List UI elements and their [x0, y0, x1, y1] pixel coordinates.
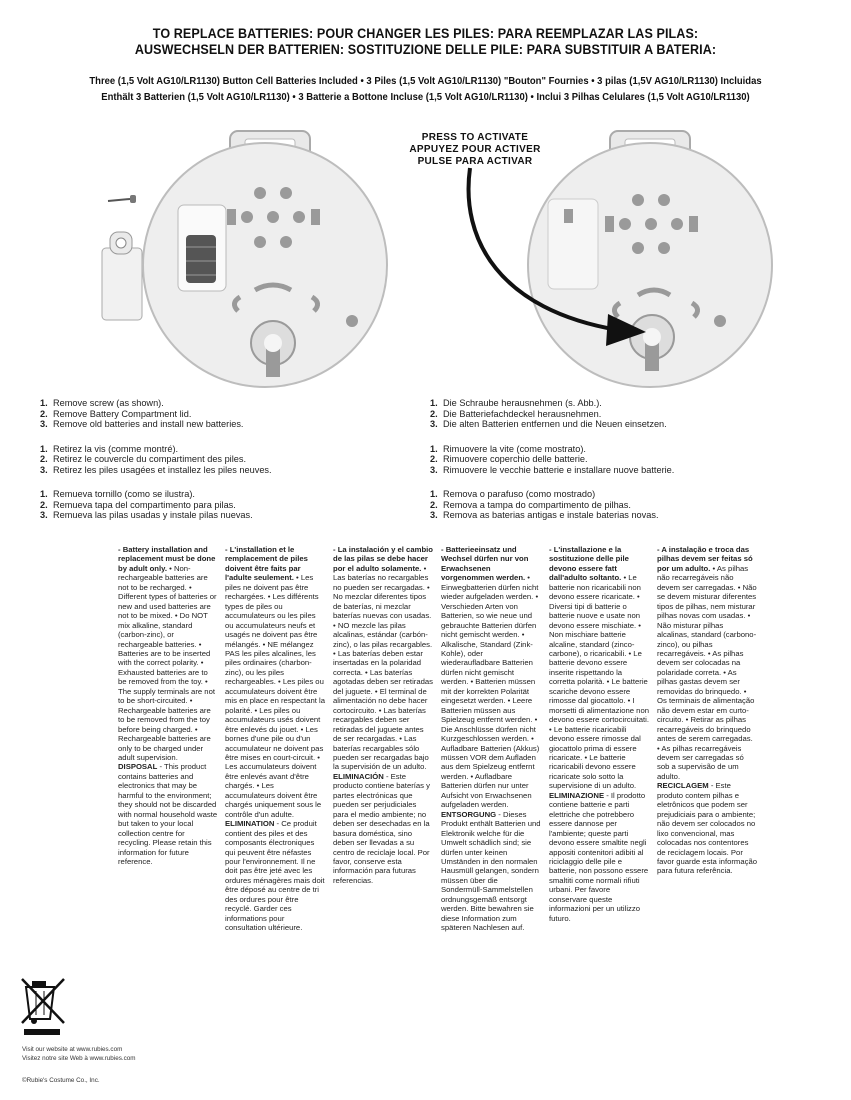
warning-body: • Las baterías no recargables no pueden ser recargadas. • No mezclar diferentes tipos de baterías, ni mezclar baterías nuevas con usadas. • NO mezcle las pilas alcalinas, estándar (carbón-zinc), o las pilas recargables. • Las baterías deben estar insertadas en la polaridad correcta. • Las baterías agotadas deben ser retiradas del juguete. • El terminal de alimentación no debe hacer cortocircuito. • Las baterías recargables deben ser retiradas del juguete antes de ser recargadas. • Las baterías recargables sólo pueden ser recargadas bajo la supervisión de un adulto. [333, 563, 434, 772]
step-item [430, 500, 830, 511]
step-item [40, 489, 420, 500]
warning-body: • Non-rechargeable batteries are not to be recharged. • Different types of batteries or new and used batteries are not to be mixed. • Do NOT mix alkaline, standard (carbon-zinc), or rechargeable batteries. • Batteries are to be inserted with the correct polarity. • Exhausted batteries are to be removed from the toy. • The supply terminals are not to be short-circuited. • Rechargeable batteries are to be removed from the toy before being charged. • Rechargeable batteries are only to be charged under adult supervision. [118, 563, 217, 762]
step-number: 1. [430, 398, 438, 408]
step-item [40, 500, 420, 511]
warning-column [333, 545, 433, 885]
step-item [430, 454, 830, 465]
warning-heading: - A instalação e troca das pilhas devem ser feitas só por um adulto. [657, 545, 753, 573]
step-text: Retirez le couvercle du compartiment des piles. [53, 454, 247, 464]
warning-column [549, 545, 649, 923]
press-label-fr: APPUYEZ POUR ACTIVER [409, 144, 541, 155]
step-number: 2. [40, 499, 48, 510]
step-text: Remove old batteries and install new batteries. [53, 419, 244, 429]
warning-body: • Le batterie non ricaricabili non devono essere ricaricate. • Diversi tipi di batterie o batterie nuove e usate non devono essere mischiate. • Non mischiare batterie alcaline, standard (zinco-carbone), o ricaricabili. • Le batterie devono essere inserite rispettando la corretta polarità. • Le batterie scariche devono essere rimosse dal giocattolo. • I morsetti di alimentazione non devono essere cortocircuitati. • Le batterie ricaricabili devono essere rimosse dal giocattolo prima di essere ricaricate. • Le batterie ricaricabili devono essere ricaricate solo sotto la supervisione di un adulto. [549, 573, 649, 791]
disposal-heading: DISPOSAL [118, 762, 158, 772]
step-number: 1. [40, 489, 48, 499]
step-item [40, 444, 420, 455]
title-line-1: TO REPLACE BATTERIES: POUR CHANGER LES PILES: PARA REEMPLAZAR LAS PILAS: [152, 26, 699, 41]
step-group [430, 398, 830, 430]
step-number: 1. [430, 443, 438, 454]
press-arrow-icon [440, 160, 670, 360]
steps-right [430, 398, 830, 535]
step-item [430, 419, 830, 430]
warning-heading: - L'installazione e la sostituzione delle pile devono essere fatt dall'adulto soltanto. [549, 545, 629, 583]
disposal-body: - Este produto contem pilhas e eletrônicos que podem ser prejudiciais para o ambiente; não devem ser colocados no lixo convencional, mas colocadas nos contentores de reciclagem locais. Por favor guarde esta informação para futura referência. [657, 781, 757, 876]
step-number: 2. [430, 499, 438, 510]
disposal-heading: ELIMINAZIONE [549, 790, 605, 800]
warning-body: • As pilhas não recarregáveis não devem ser carregadas. • Não se devem misturar diferentes tipos de pilhas, nem misturar pilhas novas com usadas. • Não misturar pilhas alcalinas, standard (carbono-zinco), ou pilhas recarregáveis. • As pilhas devem ser colocadas na polaridade correta. • As pilhas gastas devem ser removidas do brinquedo. • Os terminais de alimentação não devem estar em curto-circuito. • Retirar as pilhas recarregáveis do brinquedo antes de serem carregadas. • As pilhas recarregáveis devem ser carregadas só sob a supervisão de um adulto. [657, 563, 757, 781]
step-group [40, 489, 420, 521]
warning-column [225, 545, 325, 933]
step-number: 2. [40, 454, 48, 464]
step-item [40, 398, 420, 409]
disposal-heading: RECICLAGEM [657, 781, 709, 791]
step-item [430, 398, 830, 409]
step-number: 3. [40, 419, 48, 429]
disposal-body: - Dieses Produkt enthält Batterien und Elektronik welche für die Umwelt schädlich sind; sie dürfen unter keinen Umständen in den normalen Hausmüll gelangen, sondern müssen über die Sondermüll-Sammelstellen ordnungsgemäß entsorgt werden. Bitte bewahren sie diese Information zum späteren Nachlesen auf. [441, 809, 541, 933]
step-number: 1. [430, 489, 438, 499]
step-item [40, 465, 420, 476]
device-open-illustration [90, 125, 390, 390]
step-text: Remueva tornillo (como se ilustra). [53, 489, 195, 499]
warning-column [118, 545, 218, 866]
step-number: 3. [40, 510, 48, 520]
disposal-heading: ELIMINACIÓN [333, 771, 384, 781]
step-number: 1. [40, 398, 48, 408]
step-text: Remueva las pilas usadas y instale pilas nuevas. [53, 510, 253, 520]
warning-column [441, 545, 541, 933]
title-line-2: AUSWECHSELN DER BATTERIEN: SOSTITUZIONE DELLE PILE: PARA SUBSTITUIR A BATERIA: [134, 42, 717, 57]
battery-info-line-2: Enthält 3 Batterien (1,5 Volt AG10/LR1130) • 3 Batterie a Bottone Incluse (1,5 Volt AG10/LR1130) • Inclui 3 Pilhas Celulares (1,5 Volt AG10/LR1130) [101, 92, 750, 103]
step-text: Rimuovere coperchio delle batterie. [443, 454, 588, 464]
step-item [430, 510, 830, 521]
step-item [430, 409, 830, 420]
step-text: Remova a tampa do compartimento de pilhas. [443, 499, 631, 510]
step-item [430, 489, 830, 500]
disposal-body: - Ce produit contient des piles et des composants électroniques qui peuvent être néfastes pour l'environnement. Il ne doit pas être jeté avec les ordures ménagères mais doit être déposé au centre de tri des ordures pour être recyclé. Garder ces informations pour consultation ultérieure. [225, 819, 325, 933]
disposal-body: - Este producto contiene baterías y partes electrónicas que pueden ser perjudiciales para el medio ambiente; no deben ser desechadas en la basura doméstica, sino deben ser llevadas a su centro de reciclaje local. Por favor, conserve esta información para futuras referencias. [333, 771, 431, 885]
warning-heading: - L'installation et le remplacement de piles doivent être faits par l'adulte seulement. [225, 545, 308, 583]
step-item [40, 454, 420, 465]
disposal-heading: ENTSORGUNG [441, 809, 497, 819]
press-to-activate-label [360, 132, 590, 168]
press-label-es: PULSE PARA ACTIVAR [417, 156, 533, 167]
crossed-bin-icon [20, 975, 68, 1037]
disposal-body: - This product contains batteries and electronics that may be harmful to the environment; they should not be discarded with normal household waste but taken to your local collection centre for recycling. Please retain this information for future reference. [118, 762, 218, 866]
step-text: Remova o parafuso (como mostrado) [443, 489, 596, 499]
step-number: 3. [430, 510, 438, 520]
warning-heading: - Battery installation and replacement must be done by adult only. [118, 545, 216, 573]
step-number: 1. [40, 443, 48, 454]
step-text: Remove screw (as shown). [53, 398, 164, 408]
step-text: Remova as baterias antigas e instale baterias novas. [443, 510, 659, 520]
step-text: Die Batteriefachdeckel herausnehmen. [443, 408, 602, 419]
step-group [40, 444, 420, 476]
step-group [40, 398, 420, 430]
warning-column [657, 545, 757, 876]
battery-lid-icon [102, 232, 142, 320]
step-item [40, 419, 420, 430]
website-line-en: Visit our website at www.rubies.com [22, 1046, 123, 1053]
screw-icon [108, 195, 136, 203]
step-number: 3. [430, 464, 438, 475]
step-text: Rimuovere le vecchie batterie e installare nuove batterie. [443, 464, 675, 475]
step-text: Retirez les piles usagées et installez les piles neuves. [53, 464, 272, 475]
step-item [40, 510, 420, 521]
step-text: Die Schraube herausnehmen (s. Abb.). [443, 398, 602, 408]
step-item [40, 409, 420, 420]
step-text: Remueva tapa del compartimento para pilas. [53, 499, 236, 510]
press-label-en: PRESS TO ACTIVATE [421, 132, 529, 143]
warning-body: • Einwegbatterien dürfen nicht wieder aufgeladen werden. • Verschieden Arten von Batterien, so wie neue und gebrauchte Batterien dürfen nicht gemischt werden. • Alkalische, Standard (Zink-Kohle), oder wiederaufladbare Batterien dürfen nicht gemischt werden. • Batterien müssen mit der korrekten Polarität eingesetzt werden. • Leere Batterien müssen aus Spielzeug entfernt werden. • Die Anschlüsse dürfen nicht Kurzgeschlossen werden. • Aufladbare Batterien (Akkus) müssen VOR dem Aufladen aus dem Spielzeug entfernt werden. • Aufladbare Batterien dürfen nur unter Aufsicht von Erwachsenen aufgeladen werden. [441, 573, 540, 810]
disposal-heading: ELIMINATION [225, 819, 275, 829]
step-number: 3. [430, 419, 438, 429]
warning-heading: - La instalación y el cambio de las pilas se debe hacer por el adulto solamente. [333, 545, 433, 573]
battery-info-line-1: Three (1,5 Volt AG10/LR1130) Button Cell Batteries Included • 3 Piles (1,5 Volt AG10/LR1130) "Bouton" Fournies • 3 pilas (1,5V AG10/LR1130) Incluidas [89, 76, 762, 87]
warning-body: • Les piles ne doivent pas être rechargées. • Les différents types de piles ou accumulateurs ou les piles ou accumulateurs neufs et usagés ne doivent pas être mélangés. • NE mélangez PAS les piles alcalines, les piles ordinaires (charbon-zinc), ou les piles rechargeables. • Les piles ou accumulateurs doivent être mis en place en respectant la polarité. • Les piles ou accumulateurs usés doivent être enlevés du jouet. • Les bornes d'une pile ou d'un accumulateur ne doivent pas être mises en court-circuit. • Les accumulateurs doivent être enlevés avant d'être chargés. • Les accumulateurs doivent être chargés uniquement sous le contrôle d'un adulte. [225, 573, 325, 819]
step-text: Rimuovere la vite (come mostrato). [443, 443, 586, 454]
step-item [430, 444, 830, 455]
step-number: 2. [430, 454, 438, 464]
disposal-body: - Il prodotto contiene batterie e parti elettriche che potrebbero essere dannose per l'ambiente; queste parti devono essere smaltite negli appositi contenitori adibiti al riciclaggio delle pile e batterie, non possono essere smaltiti come normali rifiuti urbani. Per favore conservare queste informazioni per un utilizzo futuro. [549, 790, 649, 923]
step-text: Die alten Batterien entfernen und die Neuen einsetzen. [443, 419, 667, 429]
step-text: Remove Battery Compartment lid. [53, 408, 192, 419]
warning-heading: - Batterieeinsatz und Wechsel dürfen nur von Erwachsenen vorgenommen werden. [441, 545, 529, 583]
step-group [430, 489, 830, 521]
website-line-fr: Visitez notre site Web à www.rubies.com [22, 1055, 136, 1062]
steps-left [40, 398, 420, 535]
step-item [430, 465, 830, 476]
copyright: ©Rubie's Costume Co., Inc. [22, 1077, 100, 1084]
step-number: 3. [40, 464, 48, 475]
step-text: Retirez la vis (comme montré). [53, 443, 179, 454]
step-number: 2. [430, 408, 438, 419]
step-number: 2. [40, 408, 48, 419]
step-group [430, 444, 830, 476]
